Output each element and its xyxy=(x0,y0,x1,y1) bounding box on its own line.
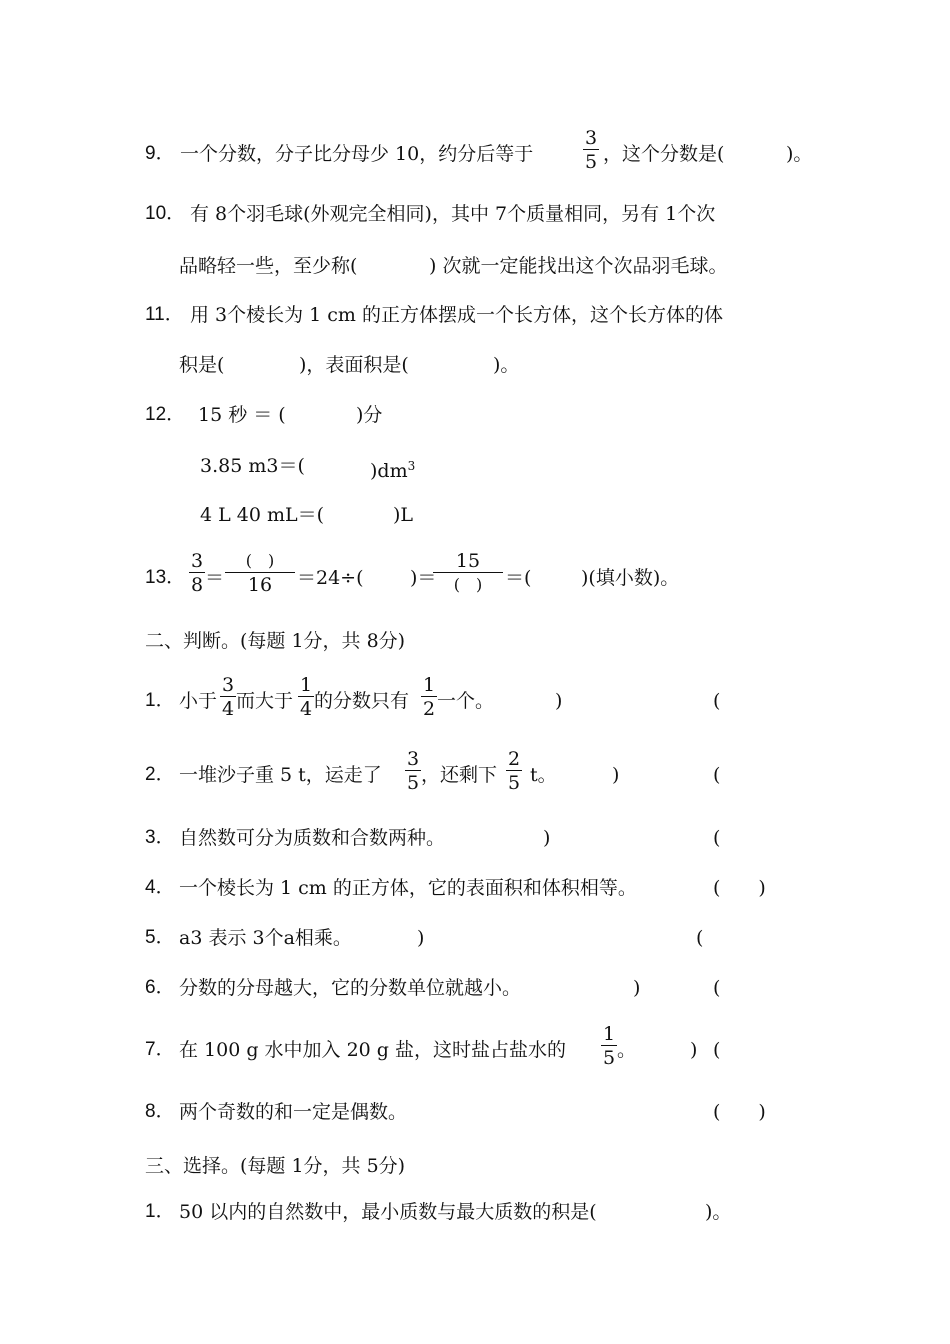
question-text: )。 xyxy=(705,1201,732,1223)
answer-paren-open[interactable]: ( xyxy=(713,977,721,999)
question-text: ，这个分数是( xyxy=(603,143,725,165)
superscript: 3 xyxy=(407,459,416,473)
fraction xyxy=(225,550,295,597)
answer-paren-close: ) xyxy=(555,690,563,712)
denominator: 5 xyxy=(507,772,521,794)
question-text: 一个棱长为 1 cm 的正方体，它的表面积和体积相等。 xyxy=(179,877,637,899)
denominator: 5 xyxy=(602,1047,616,1069)
question-number: 3． xyxy=(145,827,175,848)
answer-paren-close: ) xyxy=(690,1039,698,1061)
question-text: )，表面积是( xyxy=(299,354,409,376)
equals: ＝ xyxy=(205,567,225,589)
denominator: 5 xyxy=(406,772,420,794)
fraction xyxy=(405,748,421,795)
fraction xyxy=(421,674,437,721)
numerator: ( ) xyxy=(245,551,275,570)
question-text: 小于 xyxy=(179,690,218,712)
answer-paren-open[interactable]: ( xyxy=(713,1039,721,1061)
question-text: 用 3个棱长为 1 cm 的正方体摆成一个长方体，这个长方体的体 xyxy=(190,304,723,326)
question-text: 一堆沙子重 5 t，运走了 xyxy=(179,764,382,786)
question-text: 有 8个羽毛球(外观完全相同)，其中 7个质量相同，另有 1个次 xyxy=(190,203,716,225)
question-text: 品略轻一些，至少称( xyxy=(179,255,358,277)
question-text: )分 xyxy=(356,404,383,426)
question-number: 13． xyxy=(145,567,186,588)
numerator: 3 xyxy=(406,748,420,770)
fraction xyxy=(583,127,599,174)
question-text: 在 100 g 水中加入 20 g 盐，这时盐占盐水的 xyxy=(179,1039,567,1061)
question-text: 一个分数，分子比分母少 10，约分后等于 xyxy=(180,143,534,165)
question-text: 一个。 xyxy=(437,690,495,712)
question-number: 6． xyxy=(145,977,175,998)
question-text: )。 xyxy=(493,354,520,376)
denominator: 16 xyxy=(247,574,273,596)
answer-paren[interactable]: ( ) xyxy=(713,1101,766,1123)
question-number: 11． xyxy=(145,304,184,325)
section-heading: 二、判断。(每题 1分，共 8分) xyxy=(145,630,406,652)
numerator: 1 xyxy=(422,674,436,696)
numerator: 3 xyxy=(190,550,204,572)
unit: )dm xyxy=(370,460,408,482)
question-text: ，还剩下 xyxy=(421,764,498,786)
question-number: 12． xyxy=(145,404,186,425)
section-heading: 三、选择。(每题 1分，共 5分) xyxy=(145,1155,406,1177)
answer-paren-open[interactable]: ( xyxy=(713,690,721,712)
question-text: 的分数只有 xyxy=(314,690,410,712)
answer-paren-close: ) xyxy=(417,927,425,949)
fraction xyxy=(506,748,522,795)
question-text: 4 L 40 mL＝( xyxy=(200,504,325,526)
question-text: 3.85 m3＝( xyxy=(200,455,305,477)
question-number: 8． xyxy=(145,1101,175,1122)
question-number: 7． xyxy=(145,1039,175,1060)
fraction xyxy=(601,1023,617,1070)
fraction xyxy=(220,674,236,721)
fraction xyxy=(298,674,314,721)
question-text: ) 次就一定能找出这个次品羽毛球。 xyxy=(429,255,728,277)
numerator: 3 xyxy=(221,674,235,696)
question-text: a3 表示 3个a相乘。 xyxy=(179,927,352,949)
numerator: 3 xyxy=(584,127,598,149)
answer-paren-open[interactable]: ( xyxy=(713,827,721,849)
question-text: )。 xyxy=(786,143,813,165)
answer-paren[interactable]: ( ) xyxy=(713,877,766,899)
question-text: 自然数可分为质数和合数两种。 xyxy=(179,827,446,849)
denominator: 4 xyxy=(299,698,313,720)
answer-paren-close: ) xyxy=(543,827,551,849)
numerator: 2 xyxy=(507,748,521,770)
fraction xyxy=(189,550,205,597)
question-text: ＝24÷( xyxy=(297,567,364,589)
numerator: 1 xyxy=(602,1023,616,1045)
answer-paren-open[interactable]: ( xyxy=(713,764,721,786)
question-text: 积是( xyxy=(179,354,225,376)
question-number: 9． xyxy=(145,143,175,164)
answer-paren-close: ) xyxy=(633,977,641,999)
question-text: ＝( xyxy=(505,567,532,589)
numerator: 15 xyxy=(455,550,481,572)
question-text: t。 xyxy=(530,764,557,786)
question-text: 。 xyxy=(617,1039,637,1061)
question-text: 两个奇数的和一定是偶数。 xyxy=(179,1101,408,1123)
question-text: 而大于 xyxy=(236,690,294,712)
question-number: 10． xyxy=(145,203,186,224)
question-number: 2． xyxy=(145,764,175,785)
question-number: 1． xyxy=(145,690,175,711)
question-text xyxy=(370,454,415,483)
denominator: 8 xyxy=(190,574,204,596)
question-text: 分数的分母越大，它的分数单位就越小。 xyxy=(179,977,522,999)
denominator: 5 xyxy=(584,151,598,173)
question-text: )(填小数)。 xyxy=(581,567,680,589)
question-number: 5． xyxy=(145,927,175,948)
answer-paren-close: ) xyxy=(612,764,620,786)
numerator: 1 xyxy=(299,674,313,696)
denominator: 4 xyxy=(221,698,235,720)
question-text: 50 以内的自然数中，最小质数与最大质数的积是( xyxy=(179,1201,597,1223)
denominator: 2 xyxy=(422,698,436,720)
question-text: )＝ xyxy=(410,567,437,589)
question-number: 1． xyxy=(145,1201,175,1222)
question-text: 15 秒 ＝ ( xyxy=(198,404,286,426)
question-text: )L xyxy=(393,504,414,526)
question-number: 4． xyxy=(145,877,175,898)
answer-paren-open[interactable]: ( xyxy=(696,927,704,949)
denominator: ( ) xyxy=(453,575,483,594)
fraction xyxy=(433,550,503,597)
